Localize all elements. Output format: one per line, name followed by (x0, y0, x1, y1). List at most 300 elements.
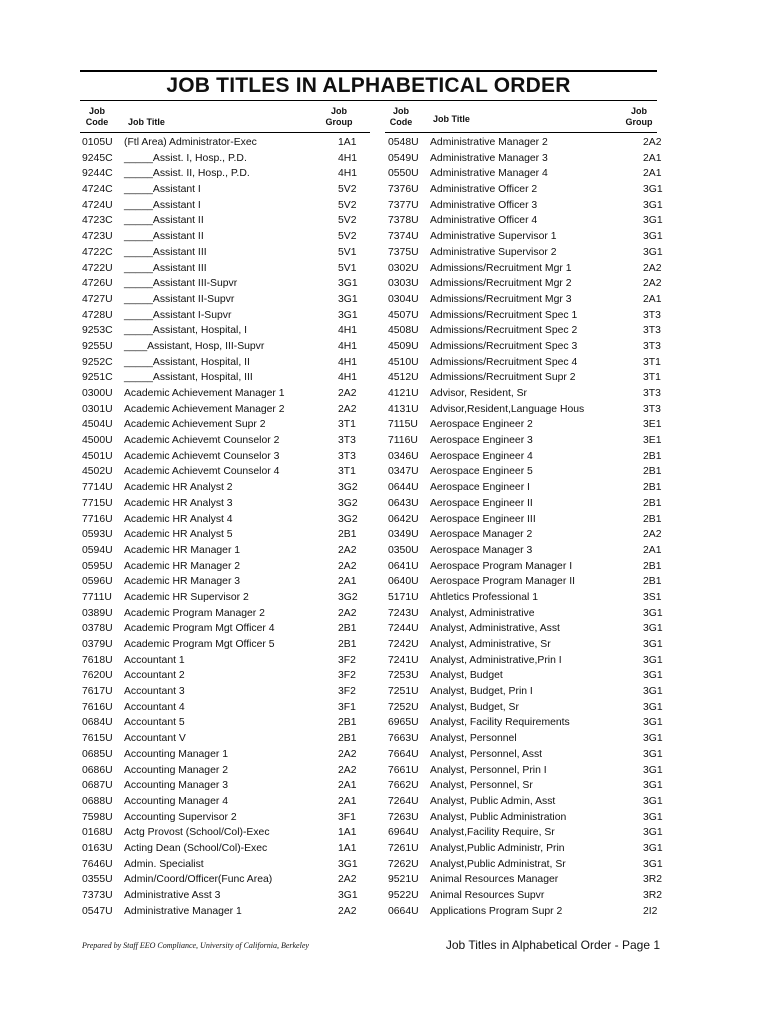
job-title: Administrative Manager 4 (430, 168, 548, 180)
table-row (388, 512, 662, 528)
job-group: 2B1 (643, 560, 662, 572)
table-row (388, 417, 662, 433)
job-group: 3G1 (643, 827, 663, 839)
job-title: ____Assistant, Hosp, III-Supvr (124, 340, 265, 352)
table-row (82, 182, 372, 198)
table-row (82, 810, 372, 826)
job-code: 4121U (388, 388, 419, 399)
job-code: 4509U (388, 340, 419, 352)
job-code: 7617U (82, 686, 113, 698)
job-title: Accountant 1 (124, 654, 185, 666)
table-row (388, 323, 661, 339)
table-row (82, 606, 372, 622)
table-row (82, 590, 372, 606)
job-code: 9244C (82, 168, 113, 180)
job-title: _____Assist. II, Hosp., P.D. (124, 168, 250, 180)
job-title: Aerospace Manager 3 (430, 544, 533, 556)
job-code: 0640U (388, 576, 419, 588)
job-group: 3T3 (338, 450, 356, 462)
job-title: Aerospace Engineer 3 (430, 435, 533, 447)
job-group: 3G2 (338, 513, 358, 525)
job-code: 4723C (82, 215, 113, 227)
table-row (82, 731, 372, 747)
table-row (388, 606, 663, 622)
job-group: 3G1 (643, 670, 663, 682)
header-job-code-right: Job Code (389, 106, 413, 127)
table-row (388, 810, 663, 826)
job-title: Administrative Officer 3 (430, 199, 538, 211)
job-title: Admin. Specialist (124, 858, 204, 870)
job-code: 7598U (82, 811, 113, 823)
job-group: 3G1 (643, 733, 663, 745)
job-code: 7375U (388, 246, 419, 258)
table-row (82, 370, 372, 386)
job-title: _____Assistant II (124, 231, 204, 243)
table-row (388, 715, 663, 731)
job-code: 4504U (82, 419, 113, 431)
job-group: 2A2 (338, 748, 357, 760)
top-rule (80, 70, 657, 72)
job-group: 3T3 (643, 309, 661, 321)
job-group: 2B1 (338, 529, 357, 541)
job-group: 3F1 (338, 811, 356, 823)
job-code: 7251U (388, 686, 419, 698)
table-row (82, 872, 372, 888)
job-code: 0378U (82, 623, 113, 635)
job-group: 2B1 (338, 623, 357, 635)
job-group: 3T1 (338, 419, 356, 431)
job-title: Academic Achievement Manager 1 (124, 388, 285, 399)
table-row (82, 276, 372, 292)
table-row (82, 778, 372, 794)
job-group: 5V2 (338, 215, 357, 227)
job-title: _____Assistant III (124, 262, 207, 274)
table-row (82, 480, 372, 496)
job-group: 2B1 (338, 733, 357, 745)
header-rule-left (80, 132, 370, 133)
table-row (388, 213, 663, 229)
job-title: Acting Dean (School/Col)-Exec (124, 842, 268, 854)
job-group: 3R2 (643, 890, 663, 901)
job-group: 3T3 (643, 340, 661, 352)
table-row (388, 904, 658, 920)
table-row (388, 182, 663, 198)
job-group: 3G1 (338, 309, 358, 321)
job-code: 7711U (82, 591, 112, 603)
job-group: 2A2 (338, 560, 357, 572)
job-title: Accountant V (124, 733, 186, 745)
job-title: Aerospace Manager 2 (430, 529, 533, 541)
job-group: 3G1 (643, 858, 663, 870)
table-row (82, 339, 372, 355)
job-group: 3E1 (643, 419, 662, 431)
job-title: Admissions/Recruitment Mgr 2 (430, 278, 572, 290)
job-group: 5V2 (338, 199, 357, 211)
table-row (82, 794, 372, 810)
job-group: 3G1 (643, 795, 663, 807)
job-code: 7261U (388, 842, 419, 854)
job-code: 0643U (388, 497, 419, 509)
table-row (82, 512, 372, 528)
job-group: 2A1 (338, 795, 357, 807)
job-group: 4H1 (338, 340, 358, 352)
job-code: 9252C (82, 356, 113, 368)
title-rule (80, 100, 657, 101)
job-code: 7661U (388, 764, 419, 776)
table-row (388, 590, 662, 606)
job-title: Aerospace Program Manager I (430, 560, 573, 572)
job-code: 0304U (388, 293, 419, 305)
job-group: 3F2 (338, 670, 356, 682)
table-row (388, 480, 662, 496)
table-row (388, 653, 663, 669)
job-code: 7264U (388, 795, 419, 807)
job-title: Analyst, Personnel, Prin I (430, 764, 547, 776)
job-group: 3G1 (338, 858, 358, 870)
job-code: 0300U (82, 388, 113, 399)
job-code: 4724U (82, 199, 113, 211)
job-title: Aerospace Engineer 4 (430, 450, 533, 462)
job-code: 7116U (388, 435, 418, 447)
job-group: 3F1 (338, 701, 356, 713)
table-row (388, 386, 661, 402)
job-code: 7377U (388, 199, 419, 211)
table-row (82, 637, 372, 653)
job-code: 6964U (388, 827, 419, 839)
table-row (388, 621, 663, 637)
job-title: Ahtletics Professional 1 (430, 591, 539, 603)
job-code: 7378U (388, 215, 419, 227)
table-row (82, 559, 372, 575)
job-code: 0350U (388, 544, 419, 556)
job-title: Academic Program Manager 2 (124, 607, 265, 619)
job-title: Analyst, Administrative, Asst (430, 623, 560, 635)
job-code: 0548U (388, 137, 419, 148)
table-row (388, 637, 663, 653)
job-code: 4501U (82, 450, 113, 462)
job-title: Aerospace Program Manager II (430, 576, 575, 588)
job-title: Administrative Supervisor 2 (430, 246, 557, 258)
job-code: 7664U (388, 748, 419, 760)
job-group: 2B1 (643, 497, 662, 509)
job-group: 3F2 (338, 686, 356, 698)
job-group: 2A1 (643, 152, 662, 164)
job-title: Administrative Asst 3 (124, 890, 221, 901)
job-group: 2A2 (338, 544, 357, 556)
job-code: 4508U (388, 325, 419, 337)
job-code: 7620U (82, 670, 113, 682)
job-title: Advisor, Resident, Sr (430, 388, 528, 399)
job-code: 4722U (82, 262, 113, 274)
job-title: Academic HR Analyst 4 (124, 513, 233, 525)
job-code: 7241U (388, 654, 419, 666)
job-group: 3E1 (643, 435, 662, 447)
job-title: Accounting Manager 3 (124, 780, 228, 792)
job-group: 5V1 (338, 262, 357, 274)
job-code: 7252U (388, 701, 419, 713)
table-row (82, 747, 372, 763)
job-title: _____Assistant III-Supvr (124, 278, 238, 290)
job-code: 0168U (82, 827, 113, 839)
job-group: 3G1 (643, 607, 663, 619)
job-title: Accounting Supervisor 2 (124, 811, 237, 823)
table-row (82, 527, 372, 543)
job-table-right (388, 135, 663, 919)
job-title: _____Assistant II-Supvr (124, 293, 235, 305)
table-row (388, 496, 662, 512)
table-row (82, 151, 372, 167)
table-row (82, 668, 372, 684)
job-group: 2A2 (643, 529, 662, 541)
job-code: 7373U (82, 890, 113, 901)
job-code: 0594U (82, 544, 113, 556)
job-group: 3G1 (643, 231, 663, 243)
table-row (388, 668, 663, 684)
job-group: 3T3 (643, 325, 661, 337)
page-title: JOB TITLES IN ALPHABETICAL ORDER (166, 74, 571, 97)
job-group: 3G1 (643, 654, 663, 666)
job-title: Analyst, Administrative (430, 607, 535, 619)
job-title: Analyst, Budget (430, 670, 503, 682)
job-title: (Ftl Area) Administrator-Exec (124, 137, 257, 148)
job-title: Analyst, Personnel (430, 733, 517, 745)
table-row (388, 574, 662, 590)
table-row (388, 731, 663, 747)
job-group: 2B1 (643, 482, 662, 494)
job-title: Admissions/Recruitment Spec 2 (430, 325, 578, 337)
header-job-title-left: Job Title (128, 117, 165, 127)
job-title: _____Assistant II (124, 215, 204, 227)
job-code: 7662U (388, 780, 419, 792)
table-row (388, 308, 661, 324)
table-row (82, 464, 372, 480)
job-code: 0686U (82, 764, 113, 776)
job-code: 0595U (82, 560, 113, 572)
job-code: 0301U (82, 403, 113, 415)
table-row (388, 794, 663, 810)
job-title: Admissions/Recruitment Spec 1 (430, 309, 578, 321)
job-title: Accountant 3 (124, 686, 185, 698)
job-group: 2A2 (338, 764, 357, 776)
job-group: 2A1 (338, 576, 357, 588)
job-group: 3T3 (643, 403, 661, 415)
job-group: 2B1 (643, 576, 662, 588)
job-title: Analyst, Public Admin, Asst (430, 795, 556, 807)
job-title: Accountant 4 (124, 701, 185, 713)
job-code: 4512U (388, 372, 419, 384)
job-code: 4722C (82, 246, 113, 258)
job-title: Academic HR Analyst 3 (124, 497, 233, 509)
job-code: 7376U (388, 184, 419, 196)
job-title: Analyst,Public Administr, Prin (430, 842, 565, 854)
job-title: _____Assistant I (124, 184, 201, 196)
table-row (82, 653, 372, 669)
job-code: 9245C (82, 152, 113, 164)
job-title: Administrative Officer 2 (430, 184, 538, 196)
job-title: Academic HR Analyst 2 (124, 482, 233, 494)
job-group: 2A2 (643, 262, 662, 274)
job-title: Admissions/Recruitment Spec 4 (430, 356, 578, 368)
job-code: 7263U (388, 811, 419, 823)
job-code: 9521U (388, 874, 419, 886)
job-title: _____Assist. I, Hosp., P.D. (124, 152, 247, 164)
job-title: Administrative Manager 2 (430, 137, 548, 148)
job-title: Academic HR Manager 2 (124, 560, 241, 572)
table-row (388, 543, 662, 559)
job-code: 0641U (388, 560, 419, 572)
job-title: Academic Achievemt Counselor 3 (124, 450, 280, 462)
table-row (82, 323, 372, 339)
job-group: 3G1 (338, 278, 358, 290)
job-title: Admissions/Recruitment Spec 3 (430, 340, 578, 352)
job-title: Analyst,Public Administrat, Sr (430, 858, 566, 870)
job-title: Academic Achievement Supr 2 (124, 419, 266, 431)
job-code: 7115U (388, 419, 418, 431)
job-group: 3G1 (643, 184, 663, 196)
job-title: Analyst, Administrative,Prin I (430, 654, 562, 666)
table-row (82, 261, 372, 277)
job-group: 3G1 (643, 717, 663, 729)
table-row (82, 433, 372, 449)
job-code: 7646U (82, 858, 113, 870)
job-title: Admissions/Recruitment Mgr 3 (430, 293, 572, 305)
job-title: _____Assistant, Hospital, III (124, 372, 253, 384)
job-code: 4727U (82, 293, 113, 305)
table-row (82, 417, 372, 433)
table-row (388, 464, 662, 480)
job-code: 4510U (388, 356, 419, 368)
table-row (388, 355, 661, 371)
job-group: 3G2 (338, 482, 358, 494)
job-code: 7262U (388, 858, 419, 870)
job-code: 0303U (388, 278, 419, 290)
table-row (82, 700, 372, 716)
job-title: Aerospace Engineer 5 (430, 466, 533, 478)
job-title: Aerospace Engineer III (430, 513, 536, 525)
job-group: 2A2 (338, 403, 357, 415)
table-row (388, 763, 663, 779)
table-row (82, 684, 372, 700)
job-group: 2A2 (338, 874, 357, 886)
table-row (388, 841, 663, 857)
job-group: 2A1 (643, 293, 662, 305)
job-code: 7663U (388, 733, 419, 745)
table-row (82, 888, 372, 904)
job-group: 2I2 (643, 905, 658, 917)
job-group: 2A1 (643, 168, 662, 180)
job-code: 4500U (82, 435, 113, 447)
job-group: 2A2 (643, 278, 662, 290)
job-group: 4H1 (338, 152, 358, 164)
table-row (388, 151, 662, 167)
job-group: 3T1 (643, 356, 661, 368)
job-group: 3G1 (643, 199, 663, 211)
job-code: 0596U (82, 576, 113, 588)
job-group: 2B1 (338, 639, 357, 650)
job-group: 3G1 (643, 764, 663, 776)
table-row (82, 308, 372, 324)
job-group: 2A2 (338, 607, 357, 619)
job-group: 2A2 (338, 388, 357, 399)
job-code: 4507U (388, 309, 419, 321)
job-group: 3G1 (643, 623, 663, 635)
job-code: 0105U (82, 137, 113, 148)
job-title: Academic Achievement Manager 2 (124, 403, 285, 415)
job-group: 5V1 (338, 246, 357, 258)
job-title: Admissions/Recruitment Supr 2 (430, 372, 576, 384)
job-title: Analyst, Personnel, Asst (430, 748, 543, 760)
table-row (82, 621, 372, 637)
table-row (82, 213, 372, 229)
table-row (388, 402, 661, 418)
job-code: 0346U (388, 450, 419, 462)
job-group: 2B1 (643, 466, 662, 478)
job-group: 3G1 (643, 686, 663, 698)
table-row (82, 841, 372, 857)
job-title: Academic Achievemt Counselor 2 (124, 435, 280, 447)
footer-page-label: Job Titles in Alphabetical Order - Page 1 (445, 938, 660, 952)
job-title: Aerospace Engineer II (430, 497, 533, 509)
header-rule-right (385, 132, 657, 133)
job-title: Administrative Manager 3 (430, 152, 548, 164)
table-row (82, 292, 372, 308)
table-row (82, 496, 372, 512)
table-row (82, 904, 372, 920)
job-group: 3G1 (643, 842, 663, 854)
table-row (388, 261, 662, 277)
job-group: 3G1 (643, 748, 663, 760)
job-code: 4726U (82, 278, 113, 290)
job-code: 0687U (82, 780, 113, 792)
job-title: Analyst, Personnel, Sr (430, 780, 533, 792)
job-code: 7715U (82, 497, 113, 509)
job-title: Academic Program Mgt Officer 5 (124, 639, 275, 650)
job-title: _____Assistant III (124, 246, 207, 258)
job-code: 0379U (82, 639, 113, 650)
job-code: 4724C (82, 184, 113, 196)
table-row (82, 245, 372, 261)
job-title: Accountant 5 (124, 717, 185, 729)
job-code: 7253U (388, 670, 419, 682)
table-row (82, 715, 372, 731)
job-title: Accounting Manager 2 (124, 764, 228, 776)
table-row (82, 166, 372, 182)
job-code: 6965U (388, 717, 419, 729)
job-group: 5V2 (338, 231, 357, 243)
job-code: 7615U (82, 733, 113, 745)
job-code: 0163U (82, 842, 113, 854)
job-code: 0684U (82, 717, 113, 729)
footer-prepared-by: Prepared by Staff EEO Compliance, University of California, Berkeley (82, 941, 309, 950)
table-row (388, 825, 663, 841)
table-row (388, 527, 662, 543)
table-row (82, 574, 372, 590)
job-group: 3S1 (643, 591, 662, 603)
table-row (82, 229, 372, 245)
job-title: Academic HR Supervisor 2 (124, 591, 249, 603)
job-title: Analyst, Budget, Sr (430, 701, 519, 713)
table-row (388, 135, 662, 151)
job-code: 7244U (388, 623, 419, 635)
job-group: 3T1 (643, 372, 661, 384)
job-code: 4131U (388, 403, 419, 415)
job-title: Accountant 2 (124, 670, 185, 682)
job-group: 2A1 (338, 780, 357, 792)
table-row (82, 135, 372, 151)
job-group: 3R2 (643, 874, 663, 886)
job-group: 3G2 (338, 497, 358, 509)
job-code: 0347U (388, 466, 419, 478)
